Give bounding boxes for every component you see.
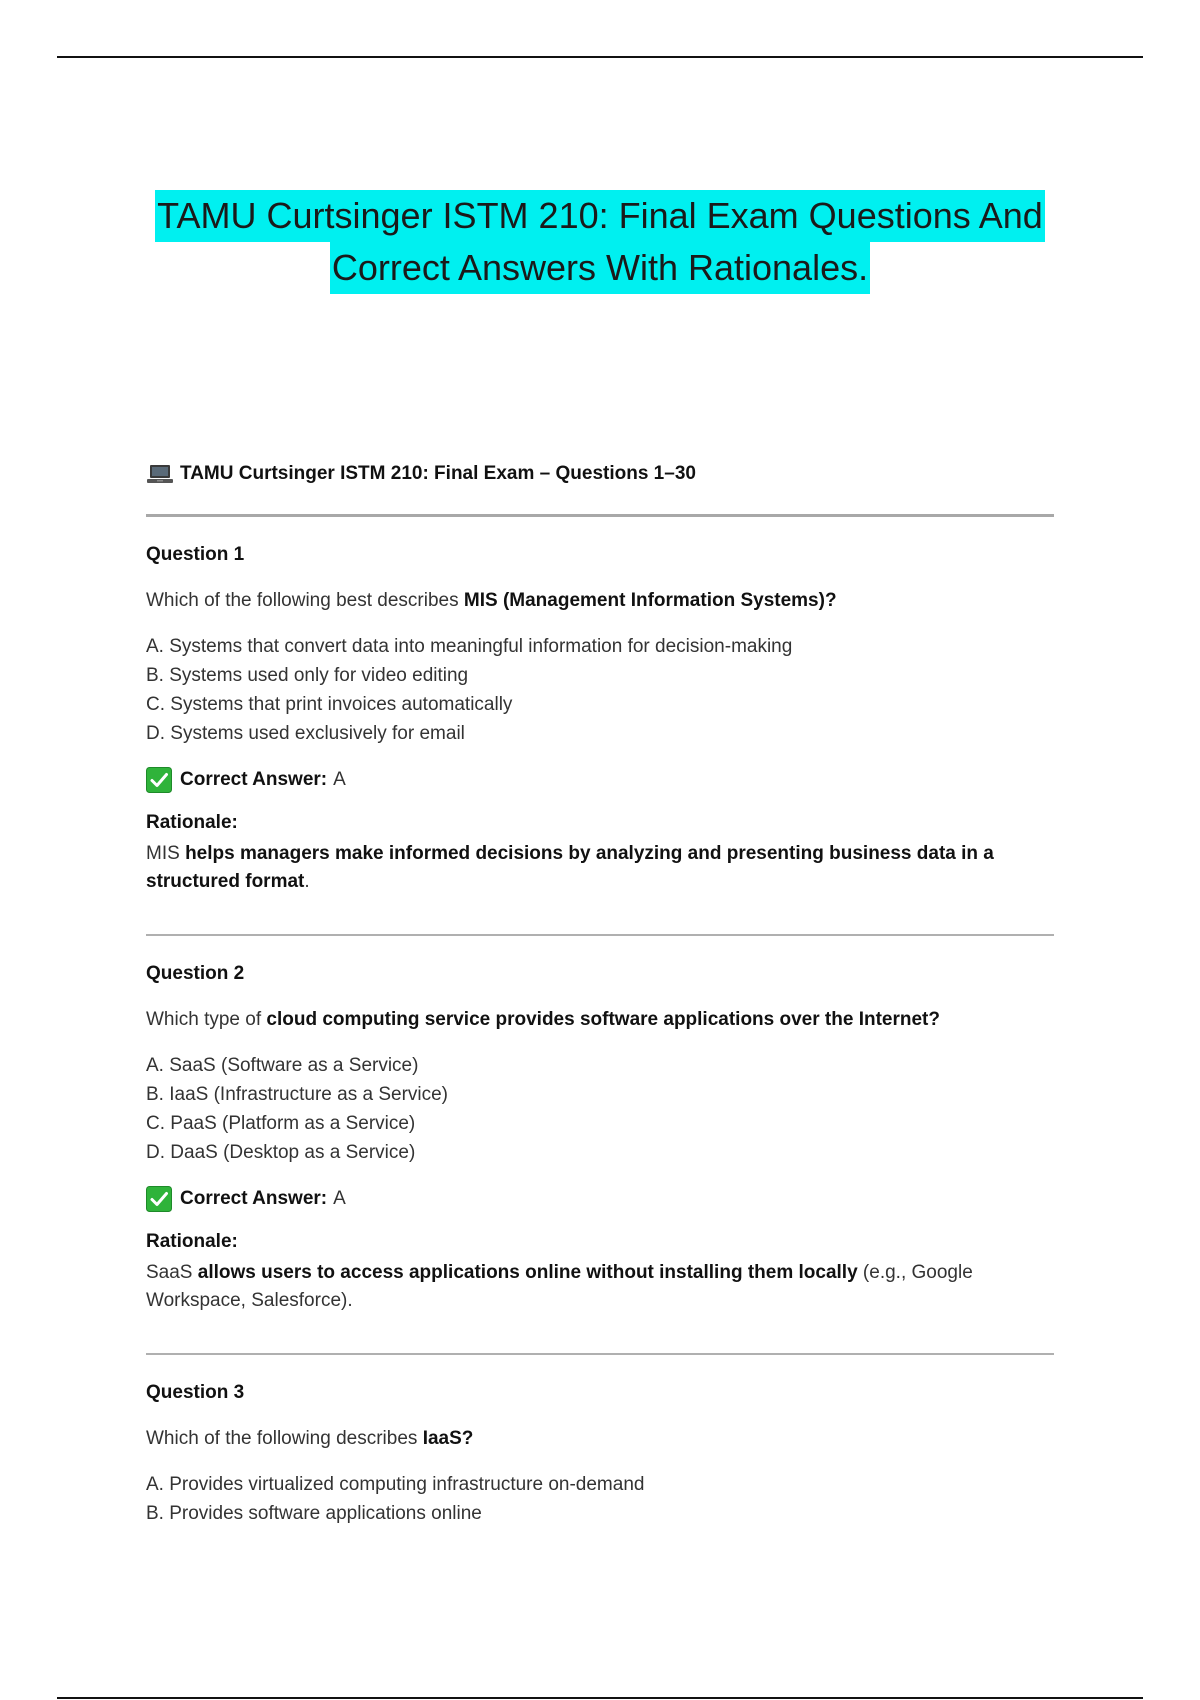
rationale-suffix: . <box>304 871 310 892</box>
option-b: B. Systems used only for video editing <box>146 665 469 686</box>
stem-bold: MIS (Management Information Systems)? <box>463 590 837 611</box>
check-icon <box>146 767 172 793</box>
rationale-label: Rationale: <box>146 812 238 833</box>
rationale-bold: helps managers make informed decisions by analyzing and presenting business data in a structured format <box>146 843 994 892</box>
section-heading: TAMU Curtsinger ISTM 210: Final Exam – Questions 1–30 <box>180 463 696 484</box>
question-stem <box>146 588 1056 614</box>
option-b: B. Provides software applications online <box>146 1503 482 1524</box>
rationale-prefix: SaaS <box>146 1262 198 1283</box>
question-divider <box>146 1353 1054 1355</box>
document-content <box>146 458 1056 1528</box>
option-list <box>146 1051 1056 1167</box>
answer-label: Correct Answer: <box>180 1188 328 1209</box>
question-divider <box>146 934 1054 936</box>
rationale-text <box>146 1259 1026 1315</box>
page-top-rule <box>57 56 1143 58</box>
stem-text: Which type of <box>146 1009 267 1030</box>
option-a: A. Systems that convert data into meaningful information for decision-making <box>146 636 793 657</box>
option-a: A. SaaS (Software as a Service) <box>146 1055 419 1076</box>
section-divider <box>146 514 1054 517</box>
option-a: A. Provides virtualized computing infrastructure on-demand <box>146 1474 645 1495</box>
stem-bold: IaaS? <box>422 1428 474 1449</box>
stem-text: Which of the following best describes <box>146 590 464 611</box>
correct-answer <box>146 1185 1056 1213</box>
rationale-suffix: (e.g., Google Workspace, Salesforce). <box>146 1262 973 1311</box>
option-list <box>146 632 1056 748</box>
stem-text: Which of the following describes <box>146 1428 423 1449</box>
document-title <box>0 190 1200 294</box>
rationale-text <box>146 840 1026 896</box>
section-header <box>146 458 1056 490</box>
rationale-prefix: MIS <box>146 843 186 864</box>
question-title: Question 2 <box>146 963 245 984</box>
laptop-icon <box>146 462 174 486</box>
option-c: C. PaaS (Platform as a Service) <box>146 1113 416 1134</box>
title-line-1: TAMU Curtsinger ISTM 210: Final Exam Questions And <box>155 190 1045 242</box>
option-b: B. IaaS (Infrastructure as a Service) <box>146 1084 449 1105</box>
option-d: D. Systems used exclusively for email <box>146 723 465 744</box>
question-2 <box>146 961 1056 1315</box>
rationale-bold: allows users to access applications online without installing them locally <box>197 1262 858 1283</box>
answer-value: A <box>333 769 346 790</box>
option-d: D. DaaS (Desktop as a Service) <box>146 1142 416 1163</box>
question-stem <box>146 1007 1056 1033</box>
answer-label: Correct Answer: <box>180 769 328 790</box>
option-c: C. Systems that print invoices automatically <box>146 694 513 715</box>
stem-bold: cloud computing service provides software applications over the Internet? <box>266 1009 940 1030</box>
question-1 <box>146 542 1056 896</box>
title-line-2: Correct Answers With Rationales. <box>330 242 870 294</box>
option-list <box>146 1470 1056 1528</box>
question-title: Question 1 <box>146 544 245 565</box>
question-title: Question 3 <box>146 1382 245 1403</box>
check-icon <box>146 1186 172 1212</box>
question-stem <box>146 1426 1056 1452</box>
page-bottom-rule <box>57 1697 1143 1699</box>
correct-answer <box>146 766 1056 794</box>
answer-value: A <box>333 1188 346 1209</box>
question-3 <box>146 1380 1056 1528</box>
rationale-label: Rationale: <box>146 1231 238 1252</box>
